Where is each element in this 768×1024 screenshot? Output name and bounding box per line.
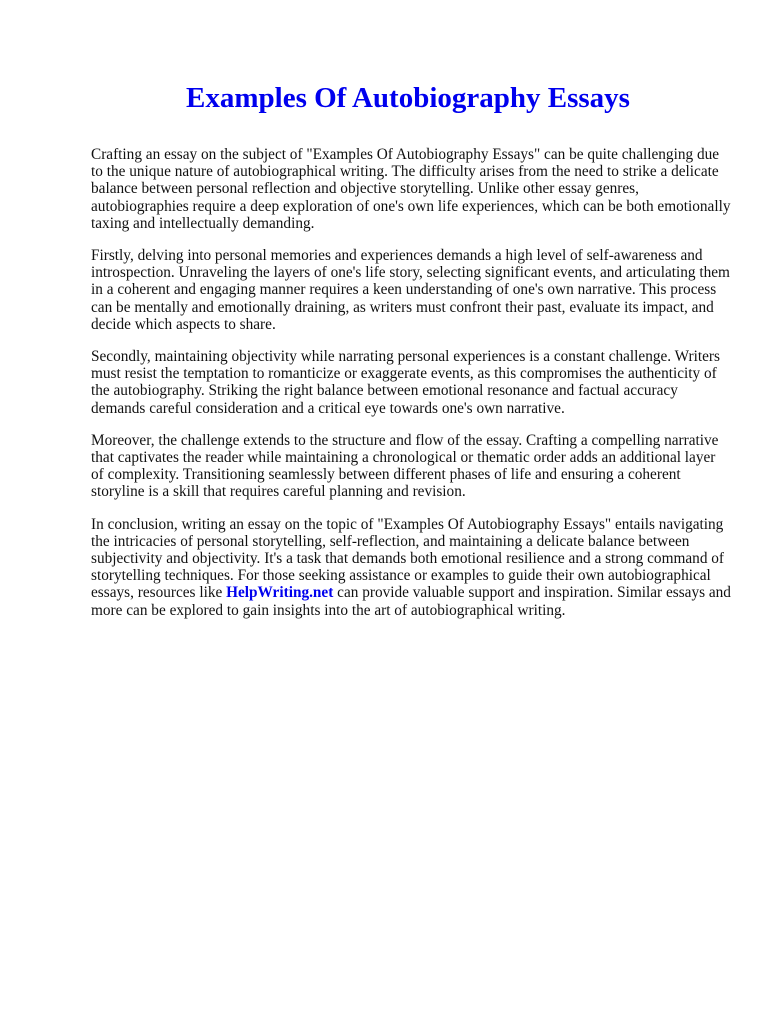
conclusion-text-before-link: In conclusion, writing an essay on the topic of "Examples Of Autobiography Essays" entails navigating the intricacies of personal storytelling, self-reflection, and maintaining a delicate balance between subjectivity and objectivity. It's a task that demands both emotional resilience and a strong command of storytelling techniques. For those seeking assistance or examples to guide their own autobiographical essays, resources like bbox=[91, 515, 725, 602]
paragraph-firstly: Firstly, delving into personal memories and experiences demands a high level of self-awareness and introspection. Unraveling the layers of one's life story, selecting significant events, and articulating them in a coherent and engaging manner requires a keen understanding of one's own narrative. This process can be mentally and emotionally draining, as writers must confront their past, evaluate its impact, and decide which aspects to share. bbox=[91, 247, 730, 333]
paragraph-secondly: Secondly, maintaining objectivity while narrating personal experiences is a constant challenge. Writers must resist the temptation to romanticize or exaggerate events, as this compromises the authenticity of the autobiography. Striking the right balance between emotional resonance and factual accuracy demands careful consideration and a critical eye towards one's own narrative. bbox=[91, 348, 720, 417]
conclusion-text-after-link: can provide valuable support and inspiration. Similar essays and more can be explored to gain insights into the art of autobiographical writing. bbox=[91, 584, 731, 619]
paragraph-intro: Crafting an essay on the subject of "Examples Of Autobiography Essays" can be quite challenging due to the unique nature of autobiographical writing. The difficulty arises from the need to strike a delicate balance between personal reflection and objective storytelling. Unlike other essay genres, autobiographies require a deep exploration of one's own life experiences, which can be both emotionally taxing and intellectually demanding. bbox=[91, 146, 731, 232]
essay-body bbox=[91, 146, 731, 634]
helpwriting-link[interactable]: HelpWriting.net bbox=[226, 584, 334, 602]
page-title: Examples Of Autobiography Essays bbox=[186, 82, 630, 114]
paragraph-conclusion bbox=[91, 516, 731, 619]
paragraph-moreover: Moreover, the challenge extends to the structure and flow of the essay. Crafting a compelling narrative that captivates the reader while maintaining a chronological or thematic order adds an additional layer of complexity. Transitioning seamlessly between different phases of life and ensuring a coherent storyline is a skill that requires careful planning and revision. bbox=[91, 431, 719, 501]
